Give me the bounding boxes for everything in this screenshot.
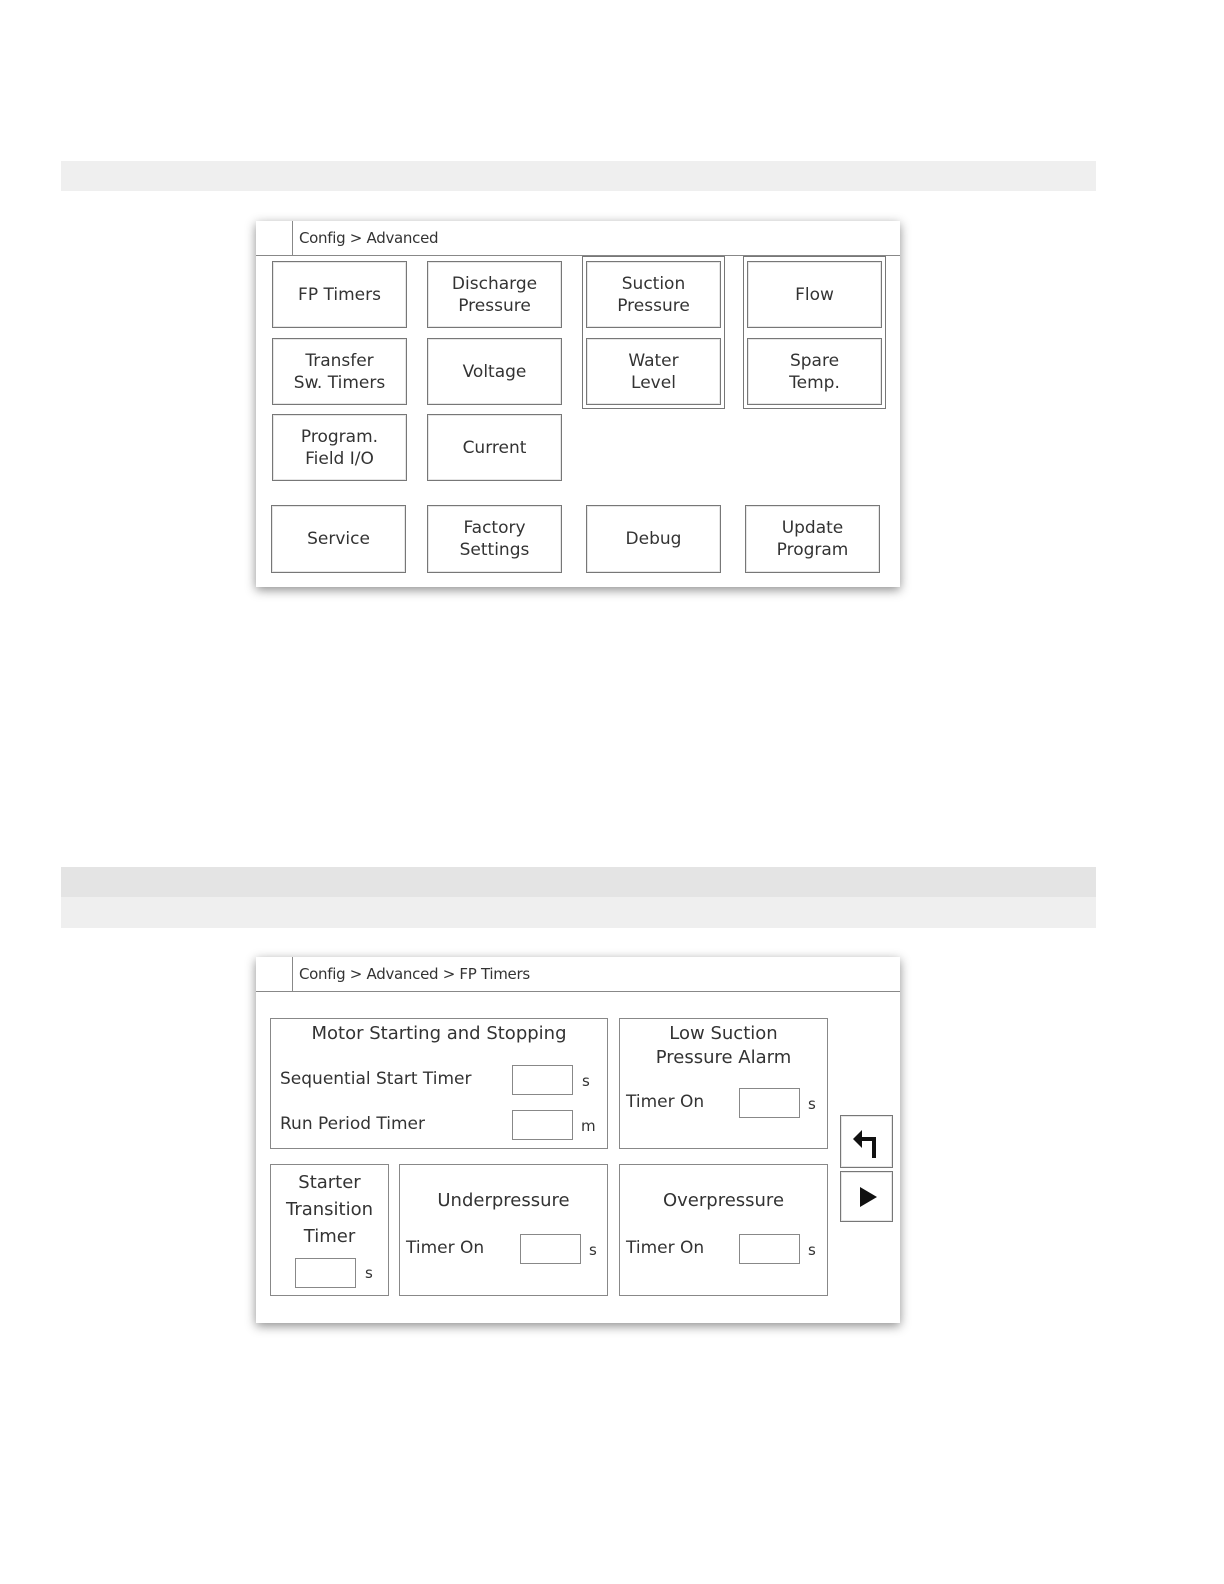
breadcrumb: Config > Advanced > FP Timers — [299, 965, 530, 983]
underpressure-title: Underpressure — [437, 1190, 570, 1211]
starter-transition-title: Starter Transition Timer — [285, 1172, 374, 1247]
underpressure-timer-unit: s — [589, 1241, 597, 1259]
breadcrumb-home-cell[interactable] — [256, 221, 293, 255]
motor-starting-stopping-section — [270, 1018, 608, 1149]
underpressure-timer-on-label: Timer On — [406, 1238, 485, 1258]
spare-temp-button[interactable]: Spare Temp. — [747, 338, 882, 405]
breadcrumb-home-cell[interactable] — [256, 957, 293, 991]
header-band-2b — [61, 897, 1096, 928]
low-suction-timer-on-label: Timer On — [626, 1092, 705, 1112]
run-period-timer-label: Run Period Timer — [280, 1114, 426, 1134]
starter-transition-timer-input[interactable] — [295, 1258, 356, 1288]
overpressure-title: Overpressure — [662, 1190, 785, 1211]
suction-pressure-button[interactable]: Suction Pressure — [586, 261, 721, 328]
starter-transition-timer-unit: s — [365, 1264, 373, 1282]
low-suction-timer-input[interactable] — [739, 1088, 800, 1118]
breadcrumb-bar — [256, 957, 900, 992]
run-period-timer-unit: m — [581, 1117, 596, 1135]
flow-button[interactable]: Flow — [747, 261, 882, 328]
sequential-start-timer-input[interactable] — [512, 1065, 573, 1095]
factory-settings-button[interactable]: Factory Settings — [427, 505, 562, 573]
program-field-io-button[interactable]: Program. Field I/O — [272, 414, 407, 481]
overpressure-timer-on-label: Timer On — [626, 1238, 705, 1258]
overpressure-timer-input[interactable] — [739, 1234, 800, 1264]
voltage-button[interactable]: Voltage — [427, 338, 562, 405]
underpressure-section — [399, 1164, 608, 1296]
starter-transition-timer-section — [270, 1164, 389, 1296]
overpressure-timer-unit: s — [808, 1241, 816, 1259]
header-band-1 — [61, 161, 1096, 191]
motor-section-title: Motor Starting and Stopping — [311, 1023, 567, 1044]
overpressure-section — [619, 1164, 828, 1296]
low-suction-timer-unit: s — [808, 1095, 816, 1113]
breadcrumb-bar — [256, 221, 900, 256]
play-triangle-icon — [841, 1172, 894, 1223]
update-program-button[interactable]: Update Program — [745, 505, 880, 573]
header-band-2a — [61, 867, 1096, 897]
return-arrow-icon — [841, 1116, 894, 1169]
advanced-config-screen — [256, 221, 900, 587]
low-suction-pressure-alarm-section — [619, 1018, 828, 1149]
discharge-pressure-button[interactable]: Discharge Pressure — [427, 261, 562, 328]
back-button[interactable] — [840, 1115, 893, 1168]
underpressure-timer-input[interactable] — [520, 1234, 581, 1264]
current-button[interactable]: Current — [427, 414, 562, 481]
run-period-timer-input[interactable] — [512, 1110, 573, 1140]
transfer-sw-timers-button[interactable]: Transfer Sw. Timers — [272, 338, 407, 405]
next-button[interactable] — [840, 1171, 893, 1222]
breadcrumb: Config > Advanced — [299, 229, 439, 247]
fp-timers-screen — [256, 957, 900, 1323]
low-suction-title: Low Suction Pressure Alarm — [655, 1023, 792, 1068]
sequential-start-timer-label: Sequential Start Timer — [280, 1069, 472, 1089]
debug-button[interactable]: Debug — [586, 505, 721, 573]
sequential-start-timer-unit: s — [582, 1072, 590, 1090]
service-button[interactable]: Service — [271, 505, 406, 573]
fp-timers-button[interactable]: FP Timers — [272, 261, 407, 328]
water-level-button[interactable]: Water Level — [586, 338, 721, 405]
